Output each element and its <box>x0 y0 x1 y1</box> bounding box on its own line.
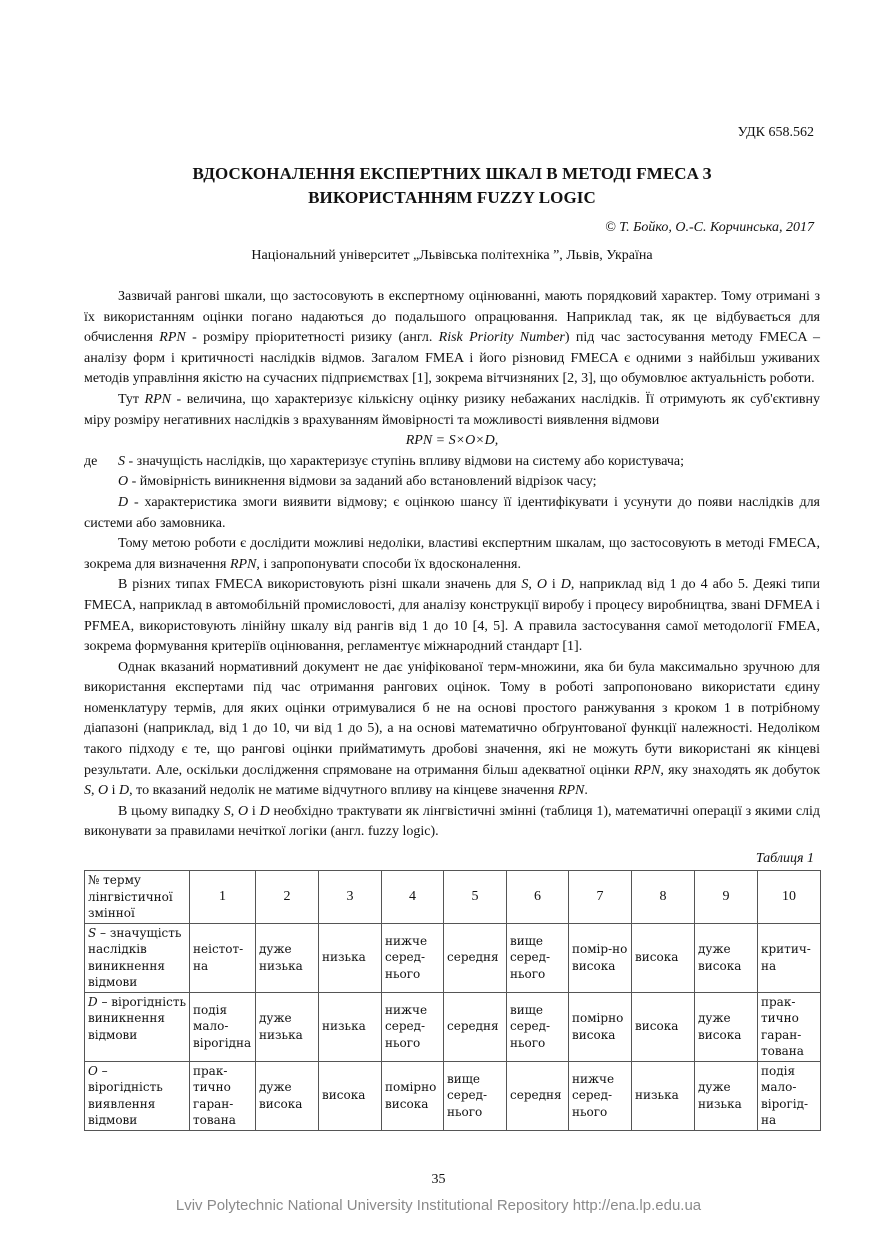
paragraph-4: В різних типах FMECA використовують різні шкали значень для S, O і D, наприклад від 1 до 4 або 5. Деякі типи FMECA, наприклад в автомобільній промисловості, для аналізу конструкції виробу і процесу виробництва, звані DFMEA і PFMEA, використовують лінійну шкалу від рангів від 1 до 10 [4, 5]. А правила застосування самої методології FMEA, зокрема формування критеріїв оцінювання, регламентує міжнародний стандарт [1]. <box>84 577 821 655</box>
title-line-2: ВИКОРИСТАННЯМ FUZZY LOGIC <box>308 188 596 207</box>
article-body <box>84 287 820 843</box>
table-cell: подія мало-вірогід-на <box>758 1061 821 1130</box>
table-cell: неістот-на <box>190 923 256 992</box>
paragraph-1: Зазвичай рангові шкали, що застосовують в експертному оцінюванні, мають порядковий характер. Тому отримані з їх використанням оцінки погано надаються до подальшого опрацювання. Наприклад так, як це відбувається для обчислення RPN - розміру пріоритетності ризику (англ. Risk Priority Number) під час застосування методу FMECA – аналізу форм і критичності наслідків відмов. Загалом FMEA і його різновид FMECA є одними з найбільш уживаних методів управління якістю на сучасних підприємствах [1], зокрема вітчизняних [2, 3], що обумовлює актуальність роботи. <box>84 289 820 387</box>
term-number-cell: 3 <box>319 871 382 924</box>
table-cell: помірно висока <box>569 992 632 1061</box>
table-cell: помірно висока <box>382 1061 444 1130</box>
term-number-cell: 5 <box>444 871 507 924</box>
table-cell: висока <box>319 1061 382 1130</box>
copyright-authors: © Т. Бойко, О.-С. Корчинська, 2017 <box>605 220 814 235</box>
table-caption: Таблиця 1 <box>755 851 814 866</box>
term-number-cell: 7 <box>569 871 632 924</box>
table-cell: нижче серед-нього <box>569 1061 632 1130</box>
table-cell: низька <box>319 923 382 992</box>
affiliation: Національний університет „Львівська політехніка ”, Львів, Україна <box>251 248 653 263</box>
table-cell: подія мало-вірогідна <box>190 992 256 1061</box>
title-line-1: ВДОСКОНАЛЕННЯ ЕКСПЕРТНИХ ШКАЛ В МЕТОДІ FMECA З <box>192 164 712 183</box>
table-cell: середня <box>444 923 507 992</box>
table-cell: вище серед-нього <box>444 1061 507 1130</box>
table-cell: низька <box>632 1061 695 1130</box>
table-cell: нижче серед-нього <box>382 992 444 1061</box>
table-row-d <box>85 992 821 1061</box>
term-number-cell: 2 <box>256 871 319 924</box>
where-label: де <box>84 453 98 469</box>
page-number: 35 <box>431 1172 446 1187</box>
table-cell: вище серед-нього <box>507 923 569 992</box>
row-label-cell: D – вірогідність виникнення відмови <box>85 992 190 1061</box>
definition-s: де S - значущість наслідків, що характеризує ступінь впливу відмови на систему або користувача; <box>84 452 820 473</box>
table-cell: середня <box>444 992 507 1061</box>
paragraph-5: Однак вказаний нормативний документ не дає уніфікованої терм-множини, яка би була максимально зручною для використання експертами під час отримання рангових оцінок. Тому в роботі запропоновано використати єдину номенклатуру термів, для яких оцінки отримувалися б не на основі простого ранжування з кроком 1 в потрібному діапазоні (наприклад, від 1 до 10, чи від 1 до 5), а на основі математично обґрунтованої функції належності. Недоліком такого підходу є те, що рангові оцінки прийматимуть дробові значення, які не можуть бути використані як кінцеві результати. Але, оскільки дослідження спрямоване на отримання більш адекватної оцінки RPN, яку знаходять як добуток S, O і D, то вказаний недолік не матиме відчутного впливу на кінцеве значення RPN. <box>84 659 820 799</box>
table-cell: дуже низька <box>256 992 319 1061</box>
term-number-cell: 6 <box>507 871 569 924</box>
rpn-formula: RPN = S×O×D, <box>405 433 499 449</box>
term-number-cell: 4 <box>382 871 444 924</box>
table-cell: нижче серед-нього <box>382 923 444 992</box>
paragraph-3: Тому метою роботи є дослідити можливі недоліки, властиві експертним шкалам, що застосовують в методі FMECA, зокрема для визначення RPN, і запропонувати способи їх вдосконалення. <box>84 536 820 572</box>
paper-title <box>84 162 820 210</box>
table-cell: дуже висока <box>695 923 758 992</box>
term-number-cell: 9 <box>695 871 758 924</box>
table-header-row <box>85 871 821 924</box>
table-cell: дуже висока <box>695 992 758 1061</box>
row-label-cell: O – вірогідність виявлення відмови <box>85 1061 190 1130</box>
table-cell: дуже висока <box>256 1061 319 1130</box>
table-cell: критич-на <box>758 923 821 992</box>
table-row-s <box>85 923 821 992</box>
table-cell: дуже низька <box>256 923 319 992</box>
table-cell: дуже низька <box>695 1061 758 1130</box>
table-cell: прак-тично гаран-тована <box>758 992 821 1061</box>
repository-footer: Lviv Polytechnic National University Institutional Repository http://ena.lp.edu.ua <box>175 1197 702 1214</box>
term-number-cell: 10 <box>758 871 821 924</box>
table-cell: вище серед-нього <box>507 992 569 1061</box>
table-cell: висока <box>632 923 695 992</box>
paragraph-2: Тут RPN - величина, що характеризує кількісну оцінку ризику небажаних наслідків. Її отримують як суб'єктивну міру розміру негативних наслідків з врахуванням ймовірності та можливості виявлення відмови <box>84 391 820 428</box>
table-cell: висока <box>632 992 695 1061</box>
table-row-o <box>85 1061 821 1130</box>
table-cell: середня <box>507 1061 569 1130</box>
header-label-cell: № терму лінгвістичної змінної <box>85 871 190 924</box>
table-cell: прак-тично гаран-тована <box>190 1061 256 1130</box>
term-number-cell: 8 <box>632 871 695 924</box>
paragraph-6: В цьому випадку S, O і D необхідно трактувати як лінгвістичні змінні (таблиця 1), математичні операції з якими слід виконувати за правилами нечіткої логіки (англ. fuzzy logic). <box>84 803 821 840</box>
table-cell: помір-но висока <box>569 923 632 992</box>
table-cell: низька <box>319 992 382 1061</box>
definition-o: O - ймовірність виникнення відмови за заданий або встановлений відрізок часу; <box>118 474 597 490</box>
term-number-cell: 1 <box>190 871 256 924</box>
row-label-cell: S – значущість наслідків виникнення відмови <box>85 923 190 992</box>
definition-d: D - характеристика змоги виявити відмову; є оцінкою шансу її ідентифікувати і усунути до появи наслідків для системи або замовника. <box>84 494 820 531</box>
udc-code: УДК 658.562 <box>737 125 814 140</box>
linguistic-terms-table <box>84 870 821 1131</box>
